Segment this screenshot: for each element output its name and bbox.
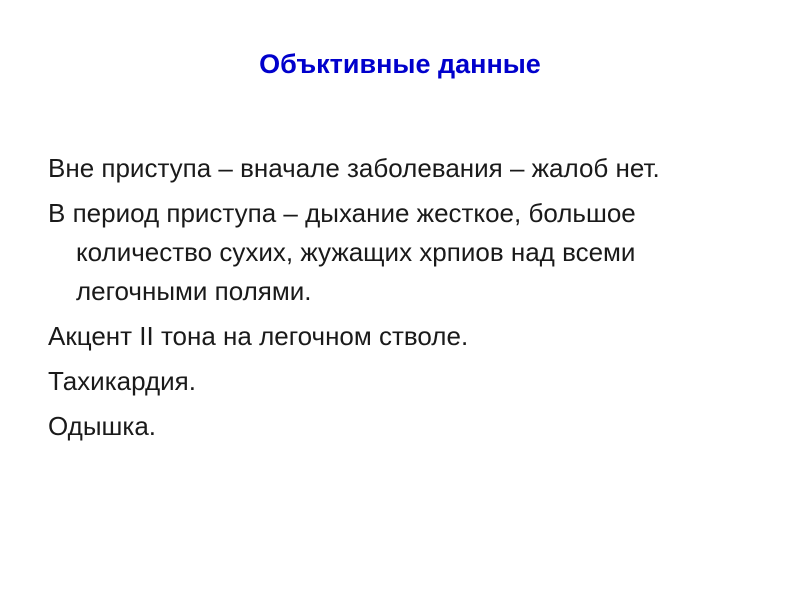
bullet-item: Вне приступа – вначале заболевания – жалоб нет. [48,153,660,183]
slide-title: Объктивные данные [259,49,541,79]
bullet-item: Акцент II тона на легочном стволе. [48,321,469,351]
slide-body [48,149,768,452]
bullet-item: В период приступа – дыхание жесткое, большое количество сухих, жужащих хрпиов над всеми легочными полями. [48,198,636,306]
bullet-item: Одышка. [48,411,156,441]
bullet-item: Тахикардия. [48,366,196,396]
